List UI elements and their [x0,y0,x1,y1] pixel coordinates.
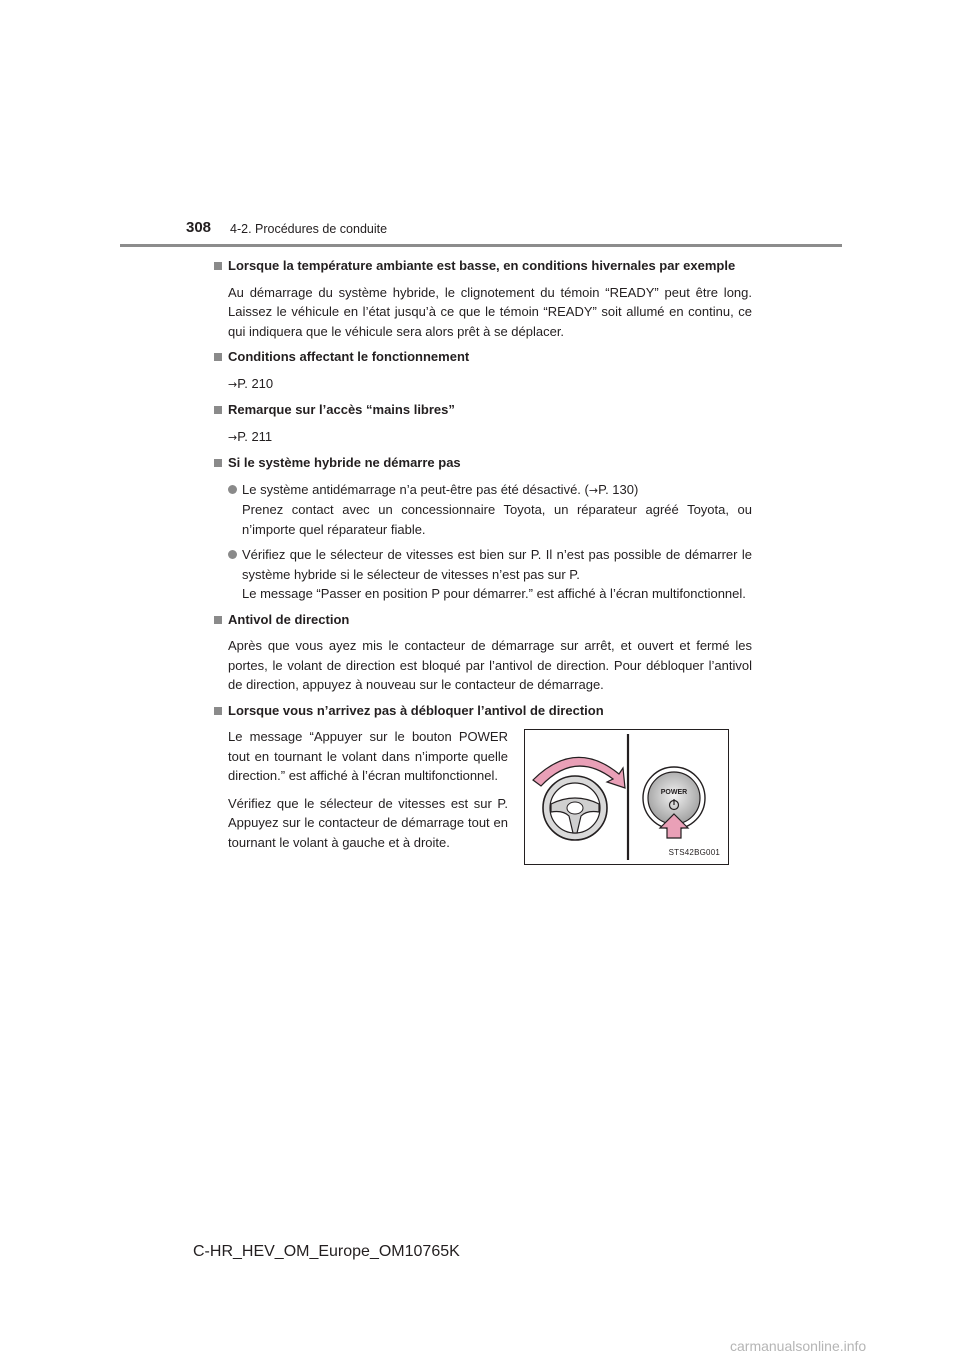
square-bullet-icon [214,262,222,270]
figure-code: STS42BG001 [668,847,720,857]
reference-arrow-icon: → [228,377,238,391]
section-heading: Conditions affectant le fonctionnement [228,349,470,364]
section-operating-conditions [212,347,752,394]
section-heading: Antivol de direction [228,611,350,627]
section-steering-lock [212,610,752,695]
watermark[interactable]: carmanualsonline.info [730,1338,867,1354]
section-heading: Lorsque vous n’arrivez pas à débloquer l’antivol de direction [228,702,604,718]
square-bullet-icon [214,616,222,624]
section-heading: Remarque sur l’accès “mains libres” [228,402,455,417]
steering-wheel-icon [543,776,607,840]
page-reference[interactable]: P. 130) [598,481,639,497]
reference-arrow-icon: → [588,483,599,497]
page-reference[interactable]: →P. 211 [228,428,273,444]
section-body: Après que vous ayez mis le contacteur de démarrage sur arrêt, et ouvert et fermé les portes, le volant de direction est bloqué par l’antivol de direction. Pour débloquer l’antivol de direction, appuyez à nouveau sur le contacteur de démarrage. [228,638,752,692]
header-divider [120,244,842,247]
section-body: Le message “Appuyer sur le bouton POWER tout en tournant le volant dans n’importe quelle direction.” est affiché à l’écran multifonctionnel. [228,729,508,783]
round-bullet-icon [228,485,237,494]
section-hybrid-not-starting [212,453,752,604]
document-footer: C-HR_HEV_OM_Europe_OM10765K [193,1243,460,1260]
round-bullet-icon [228,550,237,559]
page-content [212,256,752,871]
list-item: Le système antidémarrage n’a peut-être pas été désactivé. (→P. 130) Prenez contact avec un concessionnaire Toyota, un réparateur agréé Toyota, ou n’importe quel réparateur fiable. [228,480,752,540]
page-number: 308 [186,219,212,236]
section-heading: Si le système hybride ne démarre pas [228,455,461,470]
section-cold-weather [212,256,752,341]
page-reference[interactable]: →P. 210 [228,375,274,391]
list-item: Vérifiez que le sélecteur de vitesses est bien sur P. Il n’est pas possible de démarrer le système hybride si le sélecteur de vitesses n’est pas sur P. Le message “Passer en position P pour démarrer.” est affiché à l’écran multifonctionnel. [228,545,752,604]
reference-arrow-icon: → [228,430,238,444]
section-body: Au démarrage du système hybride, le clignotement du témoin “READY” peut être long. Laissez le véhicule en l’état jusqu’à ce que le témoin “READY” soit allumé en continu, ce qui indiquera que le véhicule sera alors prêt à se déplacer. [228,284,752,339]
steering-power-illustration [524,729,729,865]
square-bullet-icon [214,707,222,715]
section-body: Vérifiez que le sélecteur de vitesses est sur P. Appuyez sur le contacteur de démarrage tout en tournant le volant à gauche et à droite. [228,795,508,850]
square-bullet-icon [214,459,222,467]
section-title: 4-2. Procédures de conduite [230,222,388,236]
power-button-label: POWER [660,789,688,796]
square-bullet-icon [214,353,222,361]
section-hands-free [212,400,752,447]
section-heading: Lorsque la température ambiante est basse, en conditions hivernales par exemple [228,258,736,273]
section-unlock-steering [212,701,752,866]
square-bullet-icon [214,406,222,414]
